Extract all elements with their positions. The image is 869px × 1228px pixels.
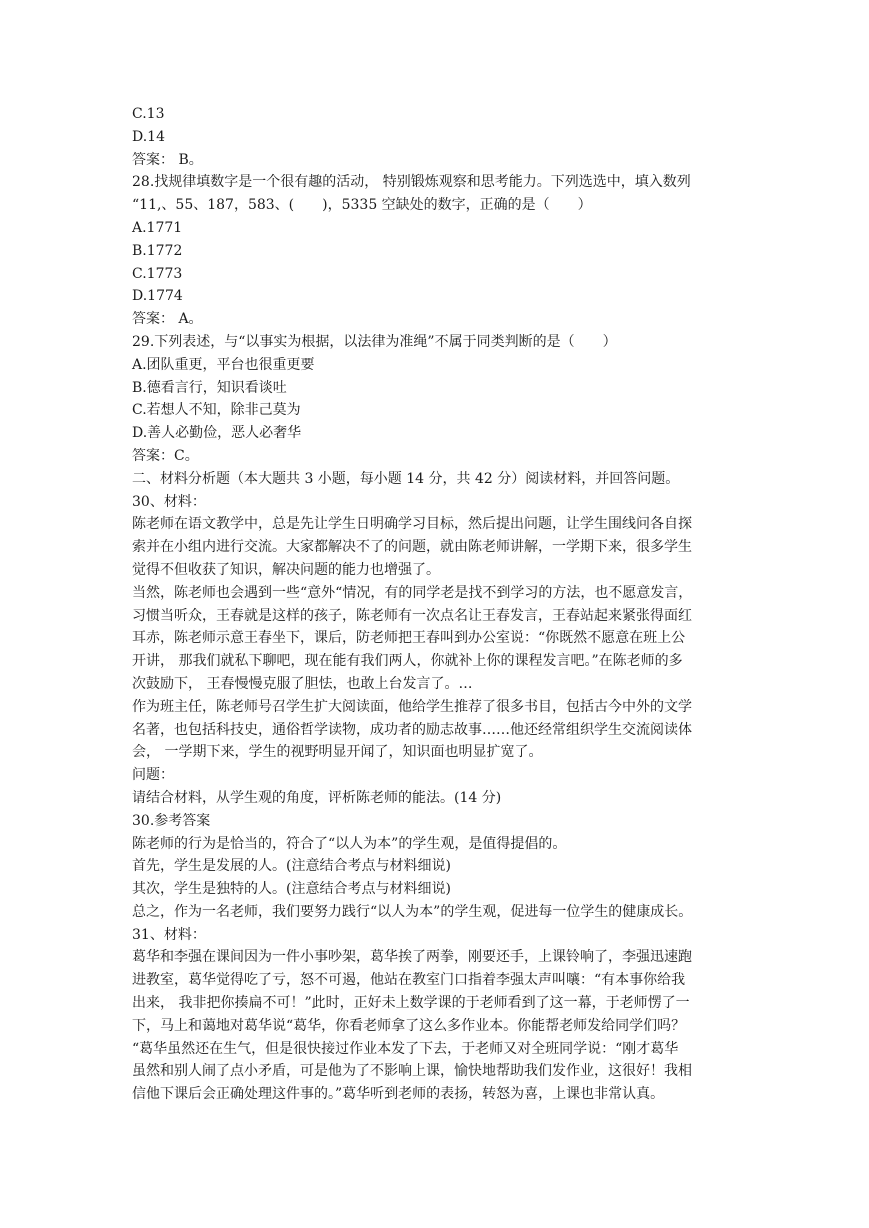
material-30-para-3-line-3: 会， 一学期下来，学生的视野明显开闻了，知识面也明显扩宽了。 xyxy=(132,744,543,761)
material-31-line-6: 虽然和别人闹了点小矛盾，可是他为了不影响上课，愉快地帮助我们发作业，这很好！我相 xyxy=(132,1063,692,1080)
option-c-q29: C.若想人不知，除非己莫为 xyxy=(132,402,301,419)
answer-30-line-4: 总之，作为一名老师，我们要努力践行“以人为本”的学生观，促进每一位学生的健康成长。 xyxy=(132,903,693,920)
question-29: 29.下列表述，与“以事实为根据，以法律为准绳”不属于同类判断的是（ ） xyxy=(132,333,617,350)
answer-q28: 答案： A。 xyxy=(132,311,203,328)
material-30-para-1-line-1: 陈老师在语文教学中，总是先让学生日明确学习目标，然后提出问题，让学生围线问各自探 xyxy=(132,516,692,533)
question-30-label: 30、材料： xyxy=(132,493,206,510)
answer-30-line-2: 首先，学生是发展的人。(注意结合考点与材料细说) xyxy=(132,858,451,875)
material-30-para-2-line-4: 开讲， 那我们就私下聊吧，现在能有我们两人，你就补上你的课程发言吧。”在陈老师的多 xyxy=(132,653,683,670)
option-a-q29: A.团队重更，平台也很重更要 xyxy=(132,356,315,373)
option-a-q28: A.1771 xyxy=(132,219,183,236)
answer-30-line-3: 其次，学生是独特的人。(注意结合考点与材料细说) xyxy=(132,881,451,898)
answer-30-heading: 30.参考答案 xyxy=(132,812,211,829)
answer-30-line-1: 陈老师的行为是恰当的，符合了“以人为本”的学生观，是值得提倡的。 xyxy=(132,835,567,852)
answer-q27: 答案： B。 xyxy=(132,151,203,168)
answer-q29: 答案：C。 xyxy=(132,447,199,464)
question-30-prompt-label: 问题： xyxy=(132,767,174,784)
document-body xyxy=(132,103,742,1106)
material-31-line-3: 出来， 我非把你揍扁不可！”此时，正好未上数学课的于老师看到了这一幕，于老师愣了一 xyxy=(132,995,690,1012)
option-d-q27: D.14 xyxy=(132,128,165,145)
question-28-line-1: 28.找规律填数字是一个很有趣的活动， 特别锻炼观察和思考能力。下列选选中，填入数列 xyxy=(132,174,691,191)
question-31-label: 31、材料： xyxy=(132,926,206,943)
material-30-para-2-line-2: 习惯当听众，王春就是这样的孩子，陈老师有一次点名让王春发言，王春站起来紧张得面红 xyxy=(132,607,692,624)
material-30-para-2-line-1: 当然，陈老师也会遇到一些“意外“情况，有的同学老是找不到学习的方法，也不愿意发言， xyxy=(132,584,693,601)
section-heading-material-analysis: 二、材料分析题（本大题共 3 小题，每小题 14 分，共 42 分）阅读材料，并回答问题。 xyxy=(132,470,680,487)
material-31-line-4: 下，马上和蔼地对葛华说“葛华，你看老师拿了这么多作业本。你能帮老师发给同学们吗？ xyxy=(132,1017,686,1034)
material-30-para-3-line-2: 名著，也包括科技史，通俗哲学读物，成功者的励志故事……他还经常组织学生交流阅读体 xyxy=(132,721,692,738)
option-b-q29: B.德看言行，知识看谈吐 xyxy=(132,379,287,396)
material-30-para-3-line-1: 作为班主任，陈老师号召学生扩大阅读面，他给学生推荐了很多书目，包括古今中外的文学 xyxy=(132,698,692,715)
question-28-line-2: “11,、55、187，583、( )，5335 空缺处的数字，正确的是（ ） xyxy=(132,197,592,214)
option-c-q28: C.1773 xyxy=(132,265,183,282)
option-c-q27: C.13 xyxy=(132,106,165,122)
question-30-prompt: 请结合材料，从学生观的角度，评析陈老师的能法。(14 分) xyxy=(132,789,502,806)
material-30-para-2-line-5: 次鼓励下， 王春慢慢克服了胆怯，也敢上台发言了。… xyxy=(132,675,473,692)
material-31-line-5: “葛华虽然还在生气，但是很快接过作业本发了下去，于老师又对全班同学说：“刚才葛华 xyxy=(132,1040,679,1057)
material-30-para-1-line-3: 觉得不但收获了知识，解决问题的能力也增强了。 xyxy=(132,561,440,578)
option-b-q28: B.1772 xyxy=(132,242,183,259)
option-d-q29: D.善人必勤俭，恶人必奢华 xyxy=(132,425,302,442)
material-31-line-1: 葛华和李强在课间因为一件小事吵架，葛华挨了两拳，刚要还手，上课铃响了，李强迅速跑 xyxy=(132,949,692,966)
material-31-line-2: 进教室，葛华觉得吃了亏，怒不可遏，他站在教室门口指着李强太声叫嚷：“有本事你给我 xyxy=(132,972,686,989)
option-d-q28: D.1774 xyxy=(132,288,183,305)
material-31-line-7: 信他下课后会正确处理这件事的。”葛华听到老师的表扬，转怒为喜，上课也非常认真。 xyxy=(132,1086,665,1103)
material-30-para-2-line-3: 耳赤，陈老师示意王春坐下，课后，防老师把王春叫到办公室说：“你既然不愿意在班上公 xyxy=(132,630,686,647)
material-30-para-1-line-2: 索并在小组内进行交流。大家都解决不了的问题，就由陈老师讲解，一学期下来，很多学生 xyxy=(132,539,692,556)
